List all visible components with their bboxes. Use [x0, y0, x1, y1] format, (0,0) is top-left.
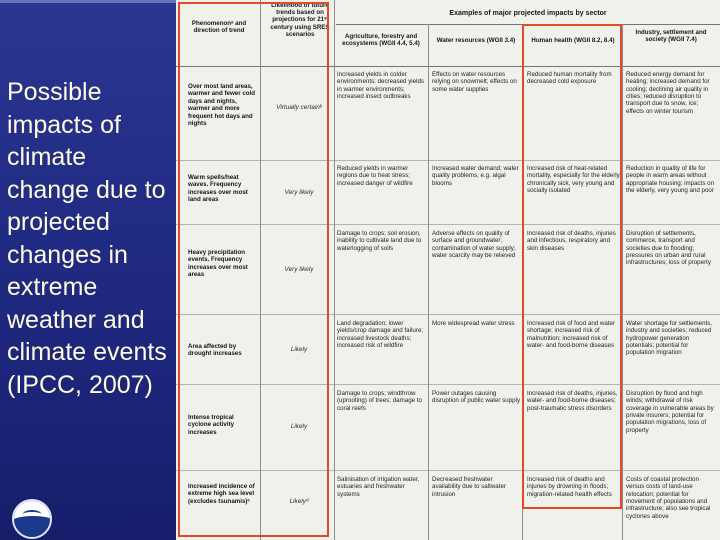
- row6-agriculture: Salinisation of irrigation water, estuaries and freshwater systems: [337, 476, 420, 498]
- row1-health: Reduced human mortality from decreased cold exposure: [527, 71, 612, 86]
- row1-likelihood: Virtually certainᵇ: [276, 104, 322, 111]
- row3-health: Increased risk of deaths, injuries and infectious, respiratory and skin diseases: [527, 230, 616, 252]
- ipcc-impacts-table: [176, 0, 720, 540]
- row6-water: Decreased freshwater availability due to saltwater intrusion: [432, 476, 506, 498]
- row2-industry: Reduction in quality of life for people in warm areas without appropriate housing; impacts on the elderly, very young and poor: [626, 165, 715, 195]
- row6-industry: Costs of coastal protection versus costs of land-use relocation; potential for movement of populations and infrastructure; also see tropical cyclones above: [626, 476, 711, 520]
- row6-phenomenon: Increased incidence of extreme high sea level (excludes tsunamis)ᶜ: [188, 483, 255, 505]
- row1-industry: Reduced energy demand for heating; increased demand for cooling; declining air quality in cities; reduced disruption to transport due to snow, ice; effects on winter tourism: [626, 71, 710, 115]
- row2-agriculture: Reduced yields in warmer regions due to heat stress; increased danger of wildfire: [337, 165, 413, 187]
- row2-likelihood: Very likely: [284, 189, 314, 196]
- row5-health: Increased risk of deaths, injuries, water- and food-borne diseases; post-traumatic stress disorders: [527, 390, 618, 412]
- row1-agriculture: Increased yields in colder environments; decreased yields in warmer environments; increased insect outbreaks: [337, 71, 425, 101]
- col-divider-2: [334, 0, 335, 540]
- header-likelihood: Likelihood of future trends based on projections for 21ˢᵗ century using SRES scenarios: [270, 2, 330, 38]
- col-divider-5: [622, 24, 623, 540]
- header-agriculture: Agriculture, forestry and ecosystems (WGII 4.4, 5.4): [342, 33, 420, 48]
- row4-industry: Water shortage for settlements, industry and societies; reduced hydropower generation potentials; potential for population migration: [626, 320, 713, 357]
- row1-phenomenon: Over most land areas, warmer and fewer cold days and nights, warmer and more frequent hot days and nights: [188, 83, 256, 128]
- row1-water: Effects on water resources relying on snowmelt; effects on some water supplies: [432, 71, 517, 93]
- row5-water: Power outages causing disruption of public water supply: [432, 390, 521, 405]
- highlight-human-health: [522, 24, 622, 509]
- row5-phenomenon: Intense tropical cyclone activity increases: [188, 414, 235, 436]
- header-examples: Examples of major projected impacts by sector: [449, 10, 607, 17]
- row4-water: More widespread water stress: [432, 320, 515, 327]
- row5-agriculture: Damage to crops; windthrow (uprooting) of trees; damage to coral reefs: [337, 390, 422, 412]
- row4-agriculture: Land degradation; lower yields/crop damage and failure; increased livestock deaths; increased risk of wildfire: [337, 320, 423, 350]
- row3-phenomenon: Heavy precipitation events. Frequency increases over most areas: [188, 249, 248, 279]
- row3-agriculture: Damage to crops; soil erosion, inability to cultivate land due to waterlogging of soils: [337, 230, 422, 252]
- row6-likelihood: Likelyᵈ: [289, 498, 309, 505]
- header-water: Water resources (WGII 3.4): [436, 37, 516, 44]
- row2-water: Increased water demand; water quality problems, e.g. algal blooms: [432, 165, 519, 187]
- col-divider-3: [428, 24, 429, 540]
- logo-gull: [23, 510, 41, 518]
- logo-wave: [12, 516, 52, 530]
- header-industry: Industry, settlement and society (WGII 7.4): [635, 29, 707, 44]
- row3-likelihood: Very likely: [284, 266, 314, 273]
- highlight-phenomenon-likelihood: [178, 2, 329, 537]
- header-phenomenon: Phenomenonᵃ and direction of trend: [191, 20, 247, 35]
- row3-water: Adverse effects on quality of surface and groundwater; contamination of water supply; water scarcity may be relieved: [432, 230, 516, 260]
- row2-health: Increased risk of heat-related mortality, especially for the elderly, chronically sick, very young and socially isolated: [527, 165, 621, 195]
- row6-health: Increased risk of deaths and injuries by drowning in floods; migration-related health effects: [527, 476, 612, 498]
- noaa-logo-icon: [12, 499, 52, 539]
- header-health: Human health (WGII 8.2, 8.4): [531, 37, 615, 44]
- row4-phenomenon: Area affected by drought increases: [188, 343, 242, 358]
- row3-industry: Disruption of settlements, commerce, transport and societies due to flooding; pressures on urban and rural infrastructures; loss of property: [626, 230, 711, 267]
- row5-industry: Disruption by flood and high winds; withdrawal of risk coverage in vulnerable areas by private insurers; potential for population migrations, loss of property: [626, 390, 714, 434]
- slide-title: Possible impacts of climate change due to projected changes in extreme weather and climate events (IPCC, 2007): [7, 78, 167, 399]
- row4-likelihood: Likely: [290, 346, 308, 353]
- row2-phenomenon: Warm spells/heat waves. Frequency increases over most land areas: [188, 174, 248, 204]
- row4-health: Increased risk of food and water shortage; increased risk of malnutrition; increased risk of water- and food-borne diseases: [527, 320, 616, 350]
- row5-likelihood: Likely: [290, 423, 308, 430]
